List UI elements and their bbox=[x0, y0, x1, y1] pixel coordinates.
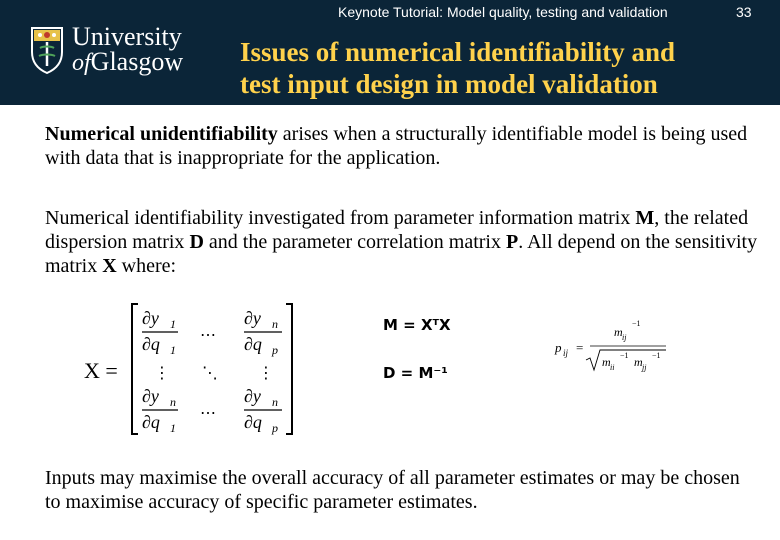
header-divider bbox=[0, 105, 780, 108]
dy1-sub: 1 bbox=[170, 317, 176, 331]
dq1-row-sub: 1 bbox=[170, 421, 176, 435]
m-jj-inv: −1 bbox=[652, 351, 661, 360]
symbol-D: D bbox=[189, 231, 204, 253]
m-ij: m bbox=[614, 325, 623, 339]
term-unidentifiability: Numerical unidentifiability bbox=[45, 123, 278, 145]
hdots-top: … bbox=[200, 321, 216, 340]
symbol-P: P bbox=[505, 231, 519, 253]
logo-text bbox=[72, 24, 183, 76]
logo-of: of bbox=[72, 50, 91, 76]
p2-text-c: and the parameter correlation matrix bbox=[203, 231, 506, 253]
symbol-M: M bbox=[635, 207, 655, 229]
title-line-2: test input design in model validation bbox=[240, 69, 658, 99]
dyn-row: ∂y bbox=[142, 386, 159, 406]
left-bracket bbox=[132, 304, 138, 434]
p2-text-a: Numerical identifiability investigated from parameter information matrix bbox=[45, 207, 636, 229]
vdots-right: ⋮ bbox=[258, 363, 274, 382]
tutorial-title: Keynote Tutorial: Model quality, testing and validation bbox=[338, 4, 668, 20]
p-sub: ij bbox=[563, 348, 569, 358]
logo-line2 bbox=[72, 49, 183, 76]
m-jj-sub: jj bbox=[642, 363, 647, 372]
m-ii-sub: ii bbox=[610, 363, 615, 372]
symbol-X: X bbox=[102, 255, 117, 277]
dyn: ∂y bbox=[244, 308, 261, 328]
p2-text-e: where: bbox=[116, 255, 177, 277]
dy1: ∂y bbox=[142, 308, 159, 328]
page-number: 33 bbox=[736, 4, 752, 20]
paragraph-identifiability bbox=[45, 206, 760, 278]
dq1-sub: 1 bbox=[170, 343, 176, 357]
slide-title bbox=[240, 36, 780, 100]
crest-icon bbox=[30, 26, 64, 74]
university-logo bbox=[30, 24, 200, 84]
dyn-row-sub: n bbox=[170, 395, 176, 409]
ddots: ⋱ bbox=[202, 363, 218, 382]
right-bracket bbox=[286, 304, 292, 434]
hdots-bottom: … bbox=[200, 399, 216, 418]
correlation-formula bbox=[554, 319, 666, 372]
logo-glasgow: Glasgow bbox=[90, 47, 184, 76]
vdots-left: ⋮ bbox=[154, 363, 170, 382]
dqp-sub: p bbox=[272, 343, 278, 357]
equals-sign: = bbox=[576, 340, 584, 355]
paragraph-unidentifiability bbox=[45, 122, 760, 170]
paragraph-inputs: Inputs may maximise the overall accuracy of all parameter estimates or may be chosen to maximise accuracy of specific parameter estimates. bbox=[45, 467, 740, 513]
m-equation: M = XᵀX bbox=[383, 316, 451, 334]
dqp-row-end-sub: p bbox=[272, 421, 278, 435]
dyn-sub: n bbox=[272, 317, 278, 331]
slide-header bbox=[0, 0, 780, 108]
m-ii-inv: −1 bbox=[620, 351, 629, 360]
m-ii: m bbox=[602, 355, 611, 369]
p-symbol: p bbox=[555, 340, 562, 355]
d-equation: D = M⁻¹ bbox=[383, 364, 448, 382]
logo-line1: University bbox=[72, 22, 182, 51]
dq1: ∂q bbox=[142, 334, 160, 354]
dyn-row-end: ∂y bbox=[244, 386, 261, 406]
p2-text-d: . All depend on the sensitivity matrix bbox=[45, 231, 758, 277]
m-ij-inv: −1 bbox=[632, 319, 641, 328]
dqp: ∂q bbox=[244, 334, 262, 354]
x-equals: X = bbox=[84, 358, 118, 383]
dq1-row: ∂q bbox=[142, 412, 160, 432]
dyn-row-end-sub: n bbox=[272, 395, 278, 409]
dqp-row-end: ∂q bbox=[244, 412, 262, 432]
p2-text-b: , the related dispersion matrix bbox=[45, 207, 749, 253]
m-ij-sub: ij bbox=[622, 333, 627, 342]
p1-text: arises when a structurally identifiable model is being used with data that is inappropriate for the application. bbox=[45, 123, 748, 169]
sensitivity-equations bbox=[80, 300, 760, 440]
title-line-1: Issues of numerical identifiability and bbox=[240, 37, 676, 67]
m-jj: m bbox=[634, 355, 643, 369]
